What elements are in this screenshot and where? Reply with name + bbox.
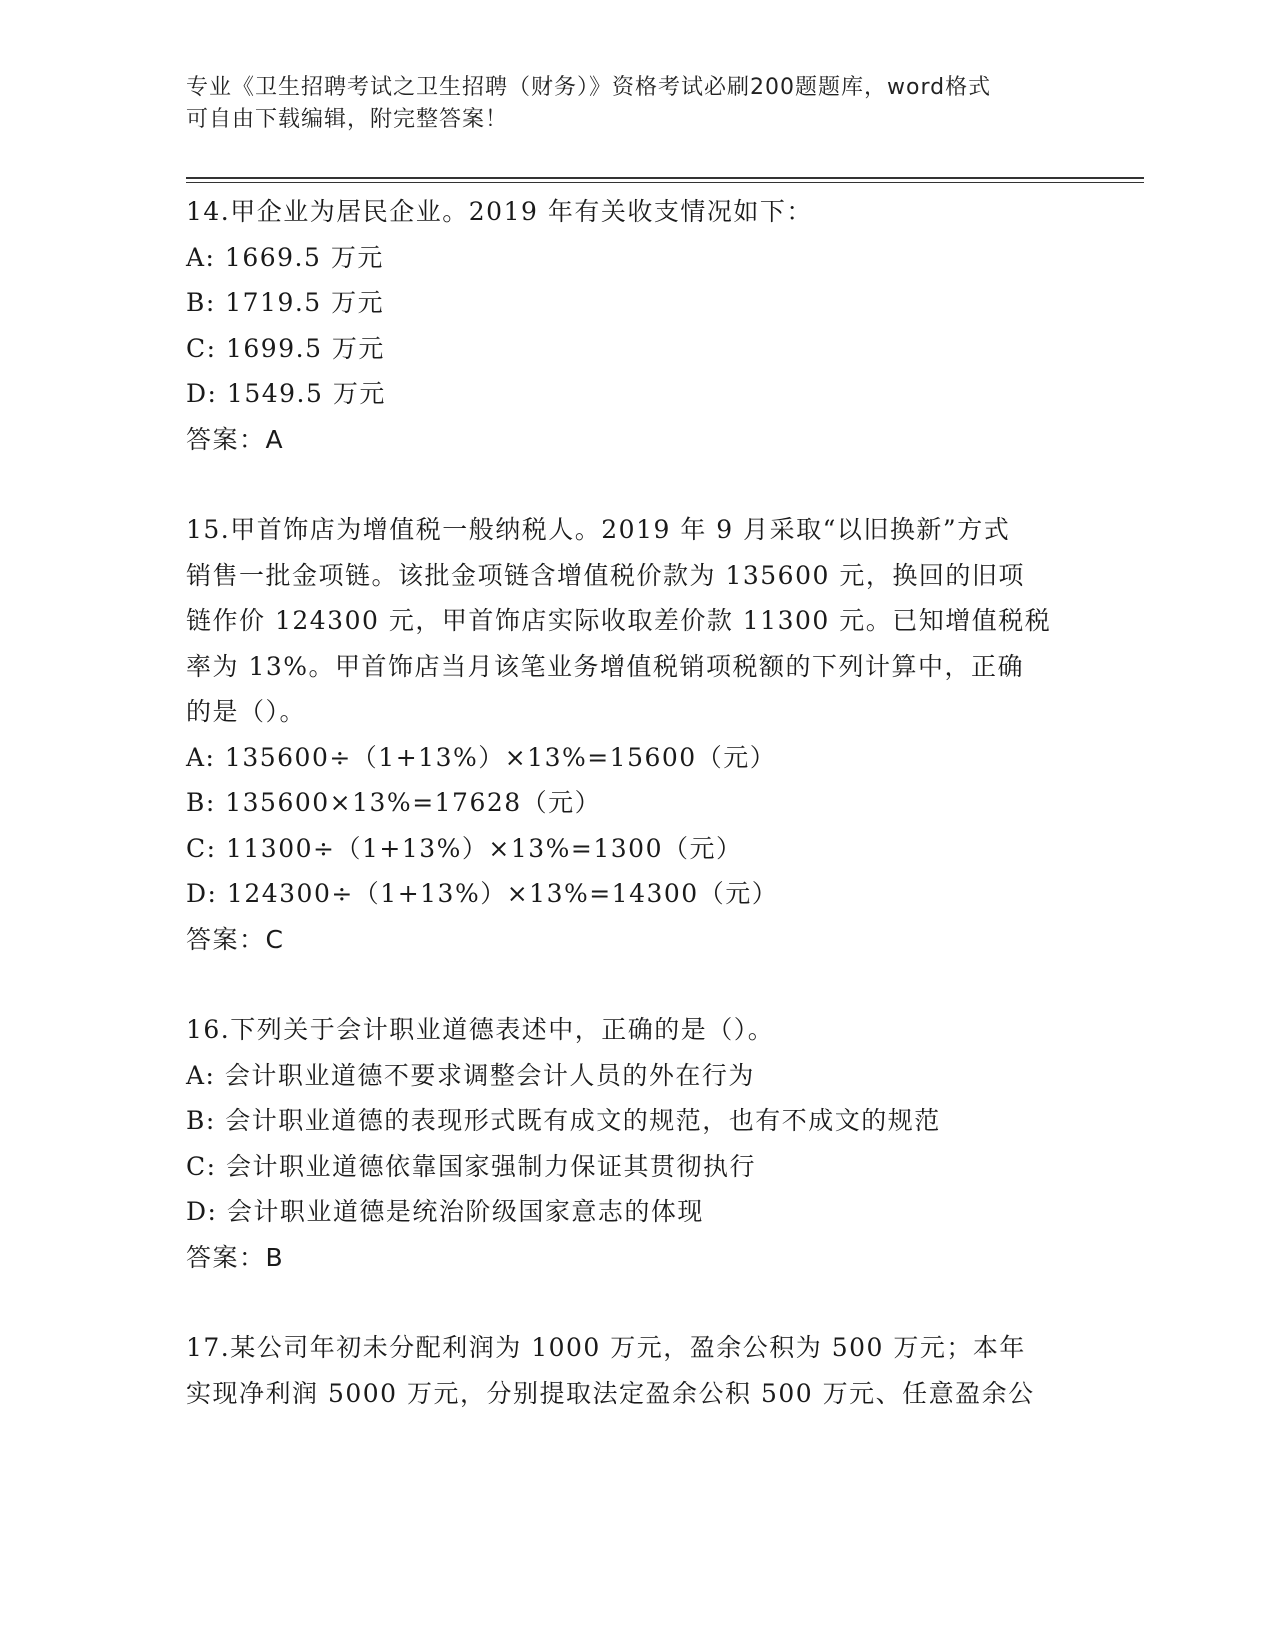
question-stem: 14.甲企业为居民企业。2019 年有关收支情况如下：	[186, 197, 813, 226]
question-spacer	[186, 962, 1086, 1007]
option-c: C: 11300÷（1+13%）×13%=1300（元）	[186, 833, 743, 863]
answer-label: 答案：C	[186, 924, 285, 954]
question-14	[186, 189, 1086, 462]
option-d: D: 124300÷（1+13%）×13%=14300（元）	[186, 879, 779, 908]
option-c: C: 会计职业道德依靠国家强制力保证其贯彻执行	[186, 1151, 756, 1181]
option-a: A: 会计职业道德不要求调整会计人员的外在行为	[186, 1060, 755, 1090]
header-line-2: 可自由下载编辑，附完整答案！	[186, 107, 509, 132]
option-b: B: 会计职业道德的表现形式既有成文的规范，也有不成文的规范	[186, 1106, 941, 1135]
question-16	[186, 1007, 1086, 1280]
document-header	[186, 72, 1066, 136]
question-stem-line: 实现净利润 5000 万元，分别提取法定盈余公积 500 万元、任意盈余公	[186, 1378, 1035, 1408]
option-d: D: 1549.5 万元	[186, 379, 386, 408]
answer-label: 答案：B	[186, 1242, 285, 1272]
question-15	[186, 507, 1086, 962]
question-stem-line: 销售一批金项链。该批金项链含增值税价款为 135600 元，换回的旧项	[186, 560, 1025, 590]
question-stem: 16.下列关于会计职业道德表述中，正确的是（）。	[186, 1015, 775, 1044]
header-line-1: 专业《卫生招聘考试之卫生招聘（财务）》资格考试必刷200题题库，word格式	[186, 75, 992, 100]
option-c: C: 1699.5 万元	[186, 333, 385, 363]
header-divider-thick	[186, 177, 1144, 179]
question-stem-line: 的是（）。	[186, 697, 307, 726]
question-spacer	[186, 1280, 1086, 1325]
question-list	[186, 189, 1086, 1416]
option-a: A: 1669.5 万元	[186, 242, 384, 272]
option-b: B: 135600×13%=17628（元）	[186, 788, 602, 817]
question-stem-line: 链作价 124300 元，甲首饰店实际收取差价款 11300 元。已知增值税税	[186, 606, 1052, 635]
header-divider-thin	[186, 182, 1144, 183]
question-stem-line: 15.甲首饰店为增值税一般纳税人。2019 年 9 月采取“以旧换新”方式	[186, 515, 1011, 544]
question-stem-line: 17.某公司年初未分配利润为 1000 万元，盈余公积为 500 万元；本年	[186, 1333, 1026, 1362]
answer-label: 答案：A	[186, 424, 285, 454]
option-a: A: 135600÷（1+13%）×13%=15600（元）	[186, 742, 777, 772]
question-17	[186, 1325, 1086, 1416]
option-d: D: 会计职业道德是统治阶级国家意志的体现	[186, 1197, 704, 1226]
question-spacer	[186, 462, 1086, 507]
question-stem-line: 率为 13%。甲首饰店当月该笔业务增值税销项税额的下列计算中，正确	[186, 651, 1025, 681]
option-b: B: 1719.5 万元	[186, 288, 385, 317]
